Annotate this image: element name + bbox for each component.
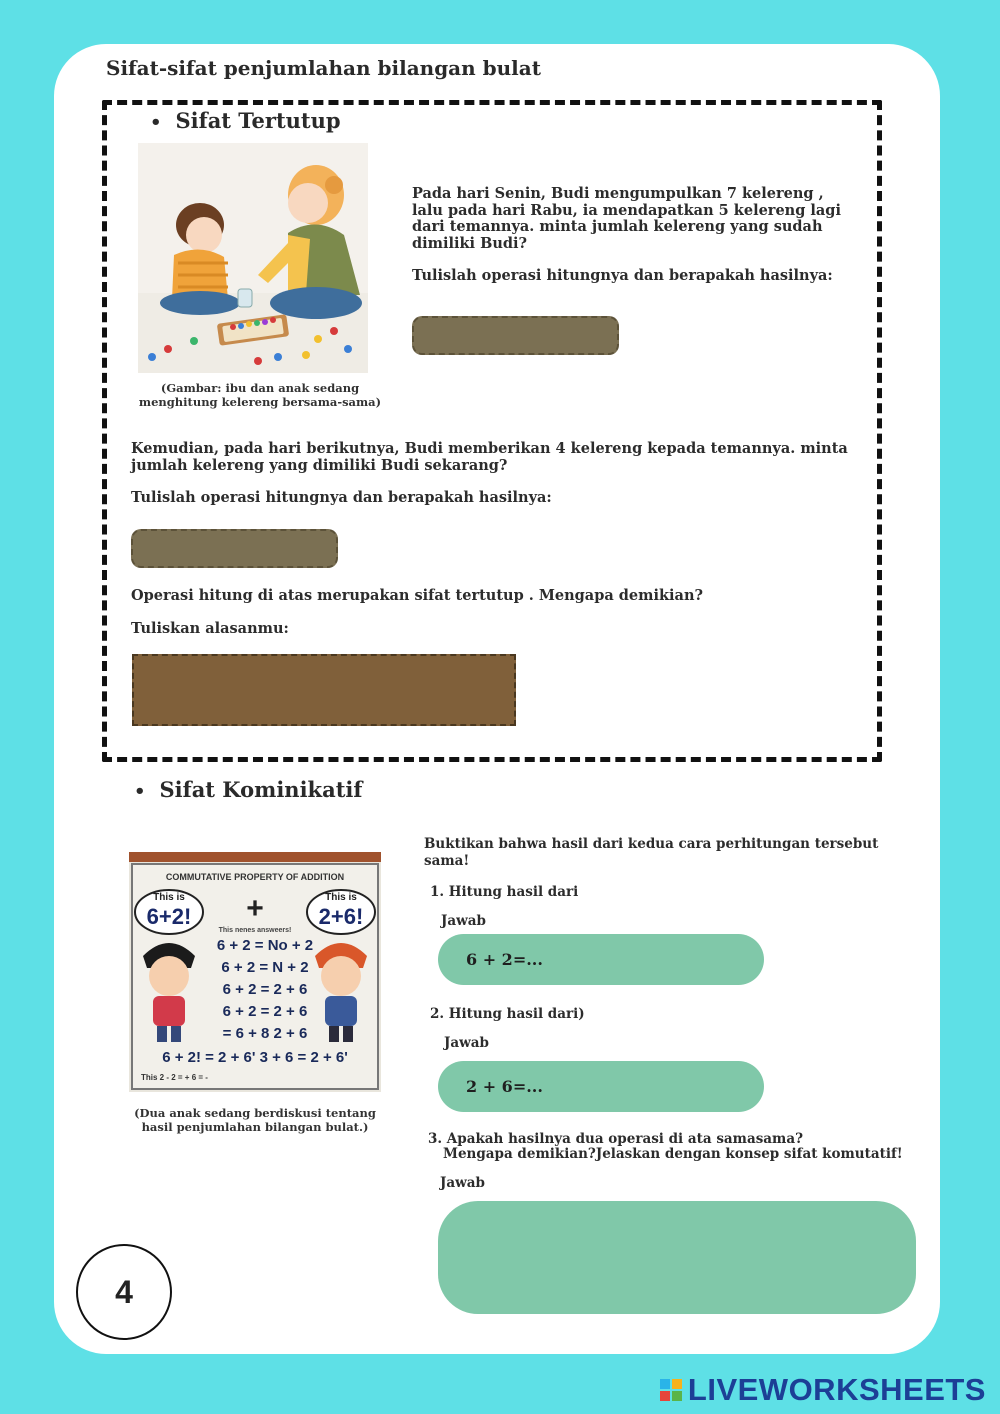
poster-row: 6 + 2 = 2 + 6 <box>222 1003 308 1020</box>
left-bubble-top: This is <box>153 892 185 903</box>
answer-field-2-plus-6[interactable]: 2 + 6=... <box>438 1061 764 1112</box>
page-number: 4 <box>76 1244 172 1340</box>
question-2-answer-label: Jawab <box>444 1035 489 1051</box>
poster-row: 6 + 2 = N + 2 <box>221 959 309 976</box>
reason-label: Tuliskan alasanmu: <box>131 620 289 637</box>
reason-answer-field[interactable] <box>132 654 516 726</box>
page-title: Sifat-sifat penjumlahan bilangan bulat <box>106 56 541 80</box>
section-heading-closure: • Sifat Tertutup <box>150 108 341 133</box>
question-3-answer-label: Jawab <box>440 1175 485 1191</box>
left-bubble-text: 6+2! <box>146 904 192 929</box>
question-1-text: 1. Hitung hasil dari <box>430 884 579 900</box>
right-bubble-top: This is <box>325 892 357 903</box>
poster-row: = 6 + 8 2 + 6 <box>222 1025 308 1042</box>
question-3-text: Operasi hitung di atas merupakan sifat tertutup . Mengapa demikian? <box>131 587 703 604</box>
answer-field-commutative-explanation[interactable] <box>438 1201 916 1314</box>
poster-row: 6 + 2 = No + 2 <box>216 937 314 954</box>
poster-bottom-row: 6 + 2! = 2 + 6' 3 + 6 = 2 + 6' <box>162 1049 348 1066</box>
story-text-2: Kemudian, pada hari berikutnya, Budi memberikan 4 kelereng kepada temannya. minta jumlah kelereng yang dimiliki Budi sekarang? <box>131 440 848 474</box>
liveworksheets-logo-icon <box>660 1379 682 1401</box>
answer-field-2[interactable] <box>131 529 338 568</box>
bullet-icon: • <box>150 112 162 133</box>
commutative-caption: (Dua anak sedang berdiskusi tentang hasil penjumlahan bilangan bulat.) <box>134 1106 376 1134</box>
question-1-answer-label: Jawab <box>441 913 486 929</box>
poster-plus: + <box>246 892 264 925</box>
poster-row: 6 + 2 = 2 + 6 <box>222 981 308 998</box>
commutative-illustration <box>129 852 381 1092</box>
poster-banner: COMMUTATIVE PROPERTY OF ADDITION <box>165 872 345 882</box>
right-bubble-text: 2+6! <box>318 904 364 929</box>
answer-field-1[interactable] <box>412 316 619 355</box>
answer-field-6-plus-2[interactable]: 6 + 2=... <box>438 934 764 985</box>
marbles-illustration <box>138 143 368 373</box>
poster-subtitle: This nenes answeers! <box>218 927 292 934</box>
instruction-text-1: Tulislah operasi hitungnya dan berapakah hasilnya: <box>412 267 833 284</box>
prove-prompt: Buktikan bahwa hasil dari kedua cara perhitungan tersebut sama! <box>424 836 879 869</box>
marbles-caption: (Gambar: ibu dan anak sedang menghitung kelereng bersama-sama) <box>138 381 382 409</box>
story-text: Pada hari Senin, Budi mengumpulkan 7 kelereng , lalu pada hari Rabu, ia mendapatkan 5 kelereng lagi dari temannya. minta jumlah kelereng yang sudah dimiliki Budi? <box>412 185 841 252</box>
question-3-line-1: 3. Apakah hasilnya dua operasi di ata samasama? <box>428 1131 803 1147</box>
question-2-text: 2. Hitung hasil dari) <box>430 1006 585 1022</box>
instruction-text-2: Tulislah operasi hitungnya dan berapakah hasilnya: <box>131 489 552 506</box>
section-heading-commutative: • Sifat Kominikatif <box>134 777 363 802</box>
poster-footer: This 2 - 2 = + 6 = - <box>141 1073 208 1082</box>
question-3-line-2: Mengapa demikian?Jelaskan dengan konsep sifat komutatif! <box>443 1146 903 1162</box>
liveworksheets-logo: LIVEWORKSHEETS <box>660 1372 986 1408</box>
bullet-icon: • <box>134 781 146 802</box>
